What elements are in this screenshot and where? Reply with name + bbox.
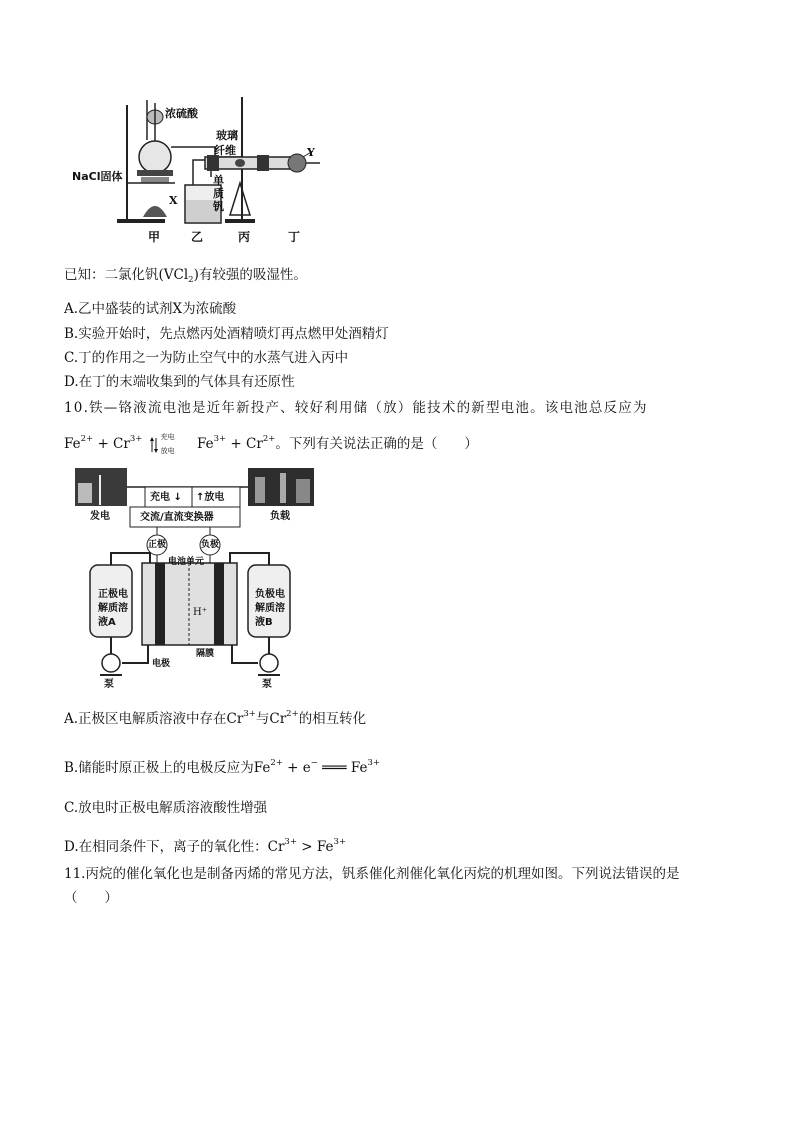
q9-option-b: B.实验开始时，先点燃丙处酒精喷灯再点燃甲处酒精灯 [64, 326, 389, 342]
label-glass-fiber-1: 玻璃 [216, 129, 238, 142]
label-y: Y [307, 146, 315, 159]
q9-option-d: D.在丁的末端收集到的气体具有还原性 [64, 374, 295, 390]
label-nacl-solid: NaCl固体 [72, 170, 123, 183]
label-fuzai: 负载 [270, 511, 290, 522]
label-fuji: 负极 [201, 540, 220, 550]
label-vanadium-1: 单 [213, 174, 224, 187]
caption-yi: 乙 [191, 230, 204, 244]
reversible-arrow: 充电 放电 [147, 436, 193, 454]
label-cell-unit: 电池单元 [168, 557, 205, 567]
caption-bing: 丙 [238, 230, 251, 244]
tank-b-line2: 解质溶 [255, 603, 285, 614]
q9-option-a: A.乙中盛装的试剂X为浓硫酸 [64, 301, 237, 317]
tank-a-line1: 正极电 [98, 589, 128, 600]
q10-stem: 10.铁—铬液流电池是近年新投产、较好利用储（放）能技术的新型电池。该电池总反应为 [64, 400, 648, 416]
tank-b-line1: 负极电 [255, 589, 285, 600]
label-x: X [169, 194, 178, 207]
q11-stem: 11.丙烷的催化氧化也是制备丙烯的常见方法，钒系催化剂催化氧化丙烷的机理如图。下列说法错误的是 [64, 866, 680, 882]
flow-battery-figure [70, 465, 320, 690]
label-vanadium-2: 质 [213, 187, 224, 200]
label-fangdian: ↑放电 [196, 492, 225, 503]
q10-option-c: C.放电时正极电解质溶液酸性增强 [64, 800, 268, 816]
label-converter: 交流/直流变换器 [140, 512, 214, 523]
label-pump-right: 泵 [262, 679, 272, 690]
label-glass-fiber-2: 纤维 [214, 144, 236, 157]
tank-a-line2: 解质溶 [98, 603, 128, 614]
label-fadian: 发电 [90, 511, 110, 522]
label-h-plus: H⁺ [193, 607, 207, 618]
q9-known: 已知：二氯化钒(VCl$_2$)有较强的吸湿性。 [64, 267, 307, 285]
label-conc-h2so4: 浓硫酸 [165, 107, 198, 120]
label-pump-left: 泵 [104, 679, 114, 690]
caption-jia: 甲 [148, 230, 161, 244]
q11-blank: （ ） [64, 890, 118, 906]
label-vanadium-3: 钒 [213, 200, 224, 213]
q10-option-a: A.正极区电解质溶液中存在$Cr^{3+}$与$Cr^{2+}$的相互转化 [64, 709, 367, 727]
tank-b-line3: 液B [255, 617, 273, 628]
label-membrane: 隔膜 [196, 649, 215, 659]
caption-ding: 丁 [288, 230, 301, 244]
label-zhengji: 正极 [148, 540, 167, 550]
q10-option-d: D.在相同条件下，离子的氧化性：$Cr^{3+} > Fe^{3+}$ [64, 837, 346, 855]
q10-option-b: B.储能时原正极上的电极反应为$Fe^{2+} + e^-$ ═══ $Fe^{3+}$ [64, 758, 381, 776]
q10-equation: $Fe^{2+} + Cr^{3+}$ 充电 放电 $Fe^{3+} + Cr^{2+}$。下列有关说法正确的是（ ） [64, 432, 478, 455]
label-chongdian: 充电 ↓ [150, 492, 182, 503]
tank-a-line3: 液A [98, 617, 116, 628]
q9-option-c: C.丁的作用之一为防止空气中的水蒸气进入丙中 [64, 350, 349, 366]
label-electrode: 电极 [152, 659, 171, 669]
